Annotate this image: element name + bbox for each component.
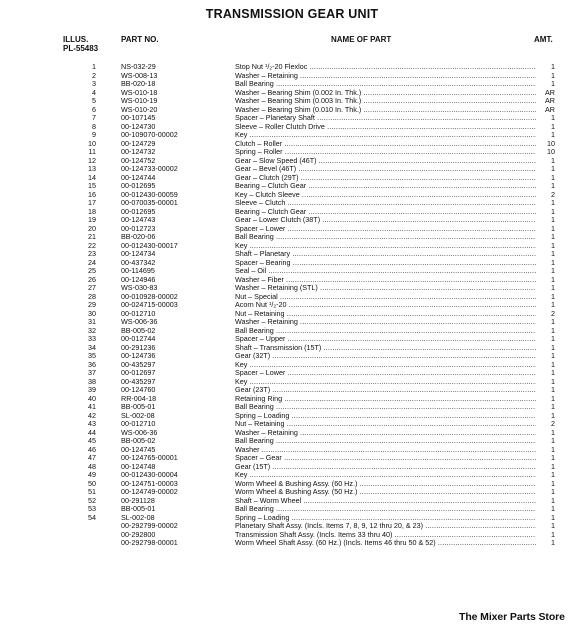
- amount-cell: 1: [536, 165, 555, 174]
- part-name-cell: Washer – Bearing Shim (0.010 In. Thk.) .....: [235, 106, 551, 115]
- part-name-cell: Ball Bearing .....: [235, 437, 551, 446]
- part-number-cell: 00-124765-00001: [121, 453, 178, 462]
- amount-cell: 1: [536, 488, 555, 497]
- part-name-cell: Nut – Retaining .....: [235, 420, 551, 429]
- part-number-cell: WS-008-13: [121, 70, 158, 80]
- table-row: [0, 531, 584, 540]
- illus-cell: 7: [92, 113, 96, 122]
- part-name-cell: Gear – Lower Clutch (38T) .....: [235, 216, 551, 225]
- part-name-cell: Worm Wheel & Bushing Assy. (60 Hz.) .....: [235, 480, 551, 489]
- illus-cell: 6: [92, 104, 96, 114]
- part-name-cell: Gear (32T) .....: [235, 352, 551, 361]
- amount-cell: 1: [536, 114, 555, 123]
- amount-cell: 1: [536, 276, 555, 285]
- amount-cell: 10: [536, 140, 555, 149]
- illus-cell: 16: [88, 189, 96, 199]
- illus-cell: 33: [88, 334, 96, 343]
- part-name-cell: Seal – Oil .....: [235, 267, 551, 276]
- part-number-cell: 00-437342: [121, 257, 156, 267]
- page-title: TRANSMISSION GEAR UNIT: [205, 7, 379, 21]
- illus-cell: 5: [92, 96, 96, 105]
- store-watermark: The Mixer Parts Store: [459, 611, 565, 623]
- part-name-cell: Gear – Clutch (29T) .....: [235, 174, 551, 183]
- part-name-cell: Washer – Bearing Shim (0.002 In. Thk.) .....: [235, 89, 551, 98]
- part-name-cell: Bearing – Clutch Gear .....: [235, 208, 551, 217]
- part-number-cell: 00-124751-00003: [121, 478, 178, 488]
- part-name-cell: Spring – Loading .....: [235, 412, 551, 421]
- amount-cell: 1: [536, 471, 555, 480]
- amt-column-header: AMT.: [534, 35, 553, 44]
- part-name-cell: Sleeve – Clutch .....: [235, 199, 551, 208]
- amount-cell: 1: [536, 174, 555, 183]
- part-number-cell: 00-012430-00004: [121, 470, 178, 479]
- part-name-cell: Worm Wheel & Bushing Assy. (50 Hz.) .....: [235, 488, 551, 497]
- illus-cell: 14: [88, 172, 96, 182]
- part-number-cell: BB-005-02: [121, 436, 156, 445]
- illus-cell: 49: [88, 470, 96, 479]
- amount-cell: 1: [536, 182, 555, 191]
- amount-cell: 1: [536, 344, 555, 353]
- part-number-cell: 00-024715-00003: [121, 300, 178, 309]
- part-number-cell: 00-070035-00001: [121, 198, 178, 207]
- illus-cell: 24: [88, 257, 96, 267]
- part-number-cell: 00-012695: [121, 206, 156, 216]
- part-number-cell: WS-010-20: [121, 104, 158, 114]
- illus-header-line2: PL-55483: [63, 44, 99, 53]
- part-name-cell: Spacer – Gear .....: [235, 454, 551, 463]
- part-number-cell: NS-032-29: [121, 62, 156, 71]
- table-row: [0, 123, 584, 132]
- part-name-cell: Washer – Retaining .....: [235, 72, 551, 81]
- illus-cell: 17: [88, 198, 96, 207]
- part-number-cell: WS-030-83: [121, 283, 158, 292]
- illus-cell: 39: [88, 385, 96, 394]
- amount-cell: 1: [536, 403, 555, 412]
- part-number-cell: 00-291236: [121, 342, 156, 352]
- table-row: [0, 522, 584, 531]
- part-name-cell: Gear – Bevel (46T) .....: [235, 165, 551, 174]
- illus-cell: 26: [88, 274, 96, 284]
- part-name-cell: Spring – Roller .....: [235, 148, 551, 157]
- part-name-cell: Key .....: [235, 378, 551, 387]
- part-number-cell: 00-435297: [121, 376, 156, 386]
- part-name-cell: Ball Bearing .....: [235, 80, 551, 89]
- part-name-cell: Washer – Retaining .....: [235, 429, 551, 438]
- illus-cell: 3: [92, 79, 96, 88]
- illus-cell: 22: [88, 240, 96, 250]
- table-row: [0, 63, 584, 72]
- part-name-cell: Gear – Slow Speed (46T) .....: [235, 157, 551, 166]
- amount-cell: 1: [536, 208, 555, 217]
- part-name-cell: Shaft – Transmission (15T) .....: [235, 344, 551, 353]
- part-name-cell: Spring – Loading .....: [235, 514, 551, 523]
- amount-cell: 1: [536, 429, 555, 438]
- table-row: [0, 140, 584, 149]
- part-number-cell: 00-124730: [121, 121, 156, 131]
- illus-cell: 29: [88, 300, 96, 309]
- part-number-cell: 00-124732: [121, 147, 156, 156]
- illus-cell: 8: [92, 121, 96, 131]
- part-number-cell: 00-124736: [121, 351, 156, 360]
- part-number-cell: BB-005-01: [121, 402, 156, 411]
- illus-cell: 11: [88, 147, 96, 156]
- illus-cell: 4: [92, 87, 96, 97]
- part-name-cell: Shaft – Planetary .....: [235, 250, 551, 259]
- illus-cell: 12: [88, 155, 96, 165]
- amount-cell: 2: [536, 191, 555, 200]
- parts-table-body: [0, 63, 584, 548]
- part-number-cell: BB-005-02: [121, 325, 156, 335]
- amount-cell: 1: [536, 352, 555, 361]
- amount-cell: 10: [536, 148, 555, 157]
- part-name-cell: Ball Bearing .....: [235, 403, 551, 412]
- illus-cell: 43: [88, 419, 96, 428]
- part-number-cell: 00-435297: [121, 359, 156, 369]
- part-number-cell: 00-124734: [121, 249, 156, 258]
- part-name-cell: Key – Clutch Sleeve .....: [235, 191, 551, 200]
- amount-cell: 1: [536, 233, 555, 242]
- amount-cell: 1: [536, 284, 555, 293]
- part-number-cell: 00-124760: [121, 385, 156, 394]
- illus-cell: 40: [88, 393, 96, 403]
- part-number-cell: SL-002-08: [121, 512, 155, 522]
- part-name-cell: Key .....: [235, 361, 551, 370]
- part-number-cell: 00-292800: [121, 529, 156, 539]
- part-name-cell: Retaining Ring .....: [235, 395, 551, 404]
- illus-cell: 38: [88, 376, 96, 386]
- amount-cell: 1: [536, 259, 555, 268]
- amount-cell: 1: [536, 242, 555, 251]
- table-row: [0, 89, 584, 98]
- part-number-cell: 00-012695: [121, 181, 156, 190]
- part-name-cell: Ball Bearing .....: [235, 327, 551, 336]
- part-name-cell: Bearing – Clutch Gear .....: [235, 182, 551, 191]
- illus-cell: 13: [88, 164, 96, 173]
- part-name-cell: Ball Bearing .....: [235, 505, 551, 514]
- part-number-cell: 00-012430-00017: [121, 240, 178, 250]
- illus-cell: 32: [88, 325, 96, 335]
- part-number-cell: SL-002-08: [121, 410, 155, 420]
- amount-cell: 1: [536, 378, 555, 387]
- illus-cell: 27: [88, 283, 96, 292]
- illus-cell: 34: [88, 342, 96, 352]
- part-name-cell: Planetary Shaft Assy. (Incls. Items 7, 8, 9, 12 thru 20, & 23) .....: [235, 522, 551, 531]
- table-row: [0, 514, 584, 523]
- amount-cell: 1: [536, 412, 555, 421]
- illus-cell: 42: [88, 410, 96, 420]
- part-name-cell: Gear (15T) .....: [235, 463, 551, 472]
- amount-cell: 1: [536, 80, 555, 89]
- illus-cell: 9: [92, 130, 96, 139]
- part-number-cell: 00-124749-00002: [121, 487, 178, 496]
- illus-cell: 37: [88, 368, 96, 377]
- amount-cell: AR: [536, 106, 555, 115]
- amount-cell: 1: [536, 446, 555, 455]
- illus-cell: 46: [88, 444, 96, 454]
- amount-cell: 1: [536, 522, 555, 531]
- illus-cell: 2: [92, 70, 96, 80]
- illus-cell: 54: [88, 512, 96, 522]
- part-number-cell: 00-124733-00002: [121, 164, 178, 173]
- illus-cell: 48: [88, 461, 96, 471]
- table-row: [0, 97, 584, 106]
- part-name-cell: Clutch – Roller .....: [235, 140, 551, 149]
- illus-cell: 35: [88, 351, 96, 360]
- illus-cell: 44: [88, 427, 96, 437]
- part-no-column-header: PART NO.: [121, 35, 159, 44]
- illus-cell: 25: [88, 266, 96, 275]
- part-name-cell: Spacer – Upper .....: [235, 335, 551, 344]
- part-number-cell: 00-292799-00002: [121, 521, 178, 530]
- part-name-cell: Washer – Retaining (STL) .....: [235, 284, 551, 293]
- amount-cell: 1: [536, 157, 555, 166]
- part-number-cell: BB-020-18: [121, 79, 156, 88]
- amount-cell: 1: [536, 225, 555, 234]
- name-column-header: NAME OF PART: [331, 35, 392, 44]
- amount-cell: 1: [536, 63, 555, 72]
- illus-cell: 45: [88, 436, 96, 445]
- part-number-cell: 00-124744: [121, 172, 156, 182]
- amount-cell: 1: [536, 293, 555, 302]
- amount-cell: 1: [536, 369, 555, 378]
- part-name-cell: Shaft – Worm Wheel .....: [235, 497, 551, 506]
- illus-cell: 47: [88, 453, 96, 462]
- part-name-cell: Nut – Retaining .....: [235, 310, 551, 319]
- part-name-cell: Spacer – Planetary Shaft .....: [235, 114, 551, 123]
- part-number-cell: 00-124752: [121, 155, 156, 165]
- amount-cell: 1: [536, 131, 555, 140]
- part-number-cell: BB-020-06: [121, 232, 156, 241]
- part-name-cell: Transmission Shaft Assy. (Incls. Items 33 thru 40) .....: [235, 531, 551, 540]
- amount-cell: 1: [536, 454, 555, 463]
- illus-cell: 19: [88, 215, 96, 224]
- part-number-cell: 00-124946: [121, 274, 156, 284]
- illus-column-header: [63, 35, 98, 53]
- illus-cell: 1: [92, 62, 96, 71]
- illus-cell: 50: [88, 478, 96, 488]
- table-row: [0, 80, 584, 89]
- part-name-cell: Spacer – Lower .....: [235, 369, 551, 378]
- table-row: [0, 114, 584, 123]
- amount-cell: AR: [536, 97, 555, 106]
- illus-cell: 51: [88, 487, 96, 496]
- part-name-cell: Washer – Retaining .....: [235, 318, 551, 327]
- part-number-cell: 00-124745: [121, 444, 156, 454]
- amount-cell: 1: [536, 395, 555, 404]
- part-number-cell: 00-124743: [121, 215, 156, 224]
- illus-cell: 10: [88, 138, 96, 148]
- illus-cell: 30: [88, 308, 96, 318]
- part-name-cell: Spacer – Lower .....: [235, 225, 551, 234]
- part-name-cell: Gear (23T) .....: [235, 386, 551, 395]
- part-number-cell: WS-010-18: [121, 87, 158, 97]
- part-number-cell: 00-012723: [121, 223, 156, 233]
- part-number-cell: 00-114695: [121, 266, 155, 275]
- illus-cell: 41: [88, 402, 96, 411]
- part-number-cell: WS-010-19: [121, 96, 158, 105]
- amount-cell: 1: [536, 514, 555, 523]
- amount-cell: 1: [536, 199, 555, 208]
- part-number-cell: 00-109070-00002: [121, 130, 178, 139]
- amount-cell: 1: [536, 301, 555, 310]
- amount-cell: 1: [536, 505, 555, 514]
- part-name-cell: Washer .....: [235, 446, 551, 455]
- amount-cell: 1: [536, 72, 555, 81]
- amount-cell: 1: [536, 497, 555, 506]
- amount-cell: 1: [536, 123, 555, 132]
- illus-cell: 18: [88, 206, 96, 216]
- part-number-cell: 00-124729: [121, 138, 156, 148]
- part-number-cell: 00-012710: [121, 419, 156, 428]
- part-number-cell: WS-006-36: [121, 427, 158, 437]
- table-row: [0, 106, 584, 115]
- part-name-cell: Washer – Bearing Shim (0.003 In. Thk.) .....: [235, 97, 551, 106]
- amount-cell: 1: [536, 437, 555, 446]
- amount-cell: 1: [536, 250, 555, 259]
- part-number-cell: 00-012744: [121, 334, 156, 343]
- part-name-cell: Key .....: [235, 471, 551, 480]
- amount-cell: 1: [536, 327, 555, 336]
- amount-cell: 1: [536, 335, 555, 344]
- amount-cell: 1: [536, 531, 555, 540]
- illus-cell: 21: [88, 232, 96, 241]
- part-number-cell: 00-012697: [121, 368, 156, 377]
- amount-cell: 1: [536, 361, 555, 370]
- illus-header-line1: ILLUS.: [63, 35, 89, 44]
- part-number-cell: RR-004-18: [121, 393, 157, 403]
- part-name-cell: Washer – Fiber .....: [235, 276, 551, 285]
- part-number-cell: 00-124748: [121, 461, 156, 471]
- table-row: [0, 72, 584, 81]
- part-name-cell: Key .....: [235, 131, 551, 140]
- part-name-cell: Ball Bearing .....: [235, 233, 551, 242]
- illus-cell: 28: [88, 291, 96, 301]
- part-number-cell: 00-292798-00001: [121, 538, 178, 547]
- amount-cell: 1: [536, 216, 555, 225]
- part-name-cell: Stop Nut ¹/₂-20 Flexloc .....: [235, 63, 551, 72]
- part-name-cell: Nut – Special .....: [235, 293, 551, 302]
- amount-cell: 2: [536, 420, 555, 429]
- illus-cell: 20: [88, 223, 96, 233]
- illus-cell: 31: [88, 317, 96, 326]
- amount-cell: 1: [536, 267, 555, 276]
- amount-cell: 1: [536, 463, 555, 472]
- part-number-cell: 00-291128: [121, 495, 155, 505]
- amount-cell: AR: [536, 89, 555, 98]
- part-name-cell: Worm Wheel Shaft Assy. (60 Hz.) (Incls. Items 46 thru 50 & 52) .....: [235, 539, 551, 548]
- part-number-cell: WS-006-36: [121, 317, 158, 326]
- amount-cell: 2: [536, 310, 555, 319]
- illus-cell: 23: [88, 249, 96, 258]
- illus-cell: 36: [88, 359, 96, 369]
- part-name-cell: Sleeve – Roller Clutch Drive .....: [235, 123, 551, 132]
- table-row: [0, 539, 584, 548]
- part-name-cell: Acorn Nut ¹/₂-20 .....: [235, 301, 551, 310]
- part-number-cell: 00-012430-00059: [121, 189, 178, 199]
- part-name-cell: Spacer – Bearing .....: [235, 259, 551, 268]
- amount-cell: 1: [536, 539, 555, 548]
- illus-cell: 53: [88, 504, 96, 513]
- part-number-cell: 00-107145: [121, 113, 156, 122]
- part-name-cell: Key .....: [235, 242, 551, 251]
- amount-cell: 1: [536, 480, 555, 489]
- part-number-cell: 00-012710: [121, 308, 156, 318]
- illus-cell: 52: [88, 495, 96, 505]
- amount-cell: 1: [536, 386, 555, 395]
- part-number-cell: BB-005-01: [121, 504, 156, 513]
- amount-cell: 1: [536, 318, 555, 327]
- illus-cell: 15: [88, 181, 96, 190]
- part-number-cell: 00-010928-00002: [121, 291, 178, 301]
